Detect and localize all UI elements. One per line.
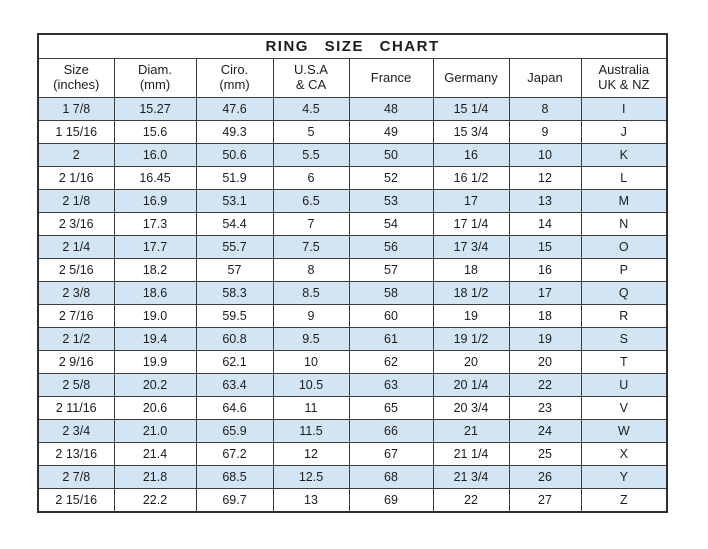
table-cell: 16 bbox=[509, 259, 581, 282]
table-cell: 63 bbox=[349, 374, 433, 397]
table-row bbox=[38, 167, 667, 190]
table-cell: 48 bbox=[349, 98, 433, 121]
table-cell: 15 3/4 bbox=[433, 121, 509, 144]
table-cell: 7 bbox=[273, 213, 349, 236]
table-row bbox=[38, 351, 667, 374]
table-cell: N bbox=[581, 213, 667, 236]
table-row bbox=[38, 98, 667, 121]
table-cell: 19.9 bbox=[114, 351, 196, 374]
table-cell: 59.5 bbox=[196, 305, 273, 328]
column-header-row bbox=[38, 59, 667, 98]
table-row bbox=[38, 374, 667, 397]
column-header-u-s-a: U.S.A & CA bbox=[273, 59, 349, 98]
table-cell: 2 9/16 bbox=[38, 351, 114, 374]
table-row bbox=[38, 190, 667, 213]
table-cell: 55.7 bbox=[196, 236, 273, 259]
table-cell: 2 3/4 bbox=[38, 420, 114, 443]
table-cell: 53 bbox=[349, 190, 433, 213]
table-cell: 53.1 bbox=[196, 190, 273, 213]
table-cell: T bbox=[581, 351, 667, 374]
table-cell: 15 1/4 bbox=[433, 98, 509, 121]
table-cell: 2 1/4 bbox=[38, 236, 114, 259]
table-cell: 18 bbox=[433, 259, 509, 282]
table-cell: 2 3/16 bbox=[38, 213, 114, 236]
table-cell: 9 bbox=[273, 305, 349, 328]
table-cell: 22 bbox=[509, 374, 581, 397]
table-cell: 12 bbox=[509, 167, 581, 190]
table-cell: 1 7/8 bbox=[38, 98, 114, 121]
table-cell: 61 bbox=[349, 328, 433, 351]
table-cell: 2 7/8 bbox=[38, 466, 114, 489]
table-cell: 63.4 bbox=[196, 374, 273, 397]
table-cell: 8.5 bbox=[273, 282, 349, 305]
table-cell: 19 1/2 bbox=[433, 328, 509, 351]
table-cell: 69 bbox=[349, 489, 433, 513]
ring-size-chart bbox=[37, 33, 668, 513]
table-row bbox=[38, 443, 667, 466]
title-row bbox=[38, 34, 667, 59]
table-row bbox=[38, 213, 667, 236]
table-cell: V bbox=[581, 397, 667, 420]
table-cell: 16.45 bbox=[114, 167, 196, 190]
table-cell: 17 1/4 bbox=[433, 213, 509, 236]
table-cell: 60.8 bbox=[196, 328, 273, 351]
table-cell: 57 bbox=[349, 259, 433, 282]
table-cell: 18.6 bbox=[114, 282, 196, 305]
table-cell: 14 bbox=[509, 213, 581, 236]
column-header-diam: Diam. (mm) bbox=[114, 59, 196, 98]
table-cell: 5 bbox=[273, 121, 349, 144]
table-cell: 2 3/8 bbox=[38, 282, 114, 305]
table-cell: 18 1/2 bbox=[433, 282, 509, 305]
table-cell: 18.2 bbox=[114, 259, 196, 282]
table-cell: 60 bbox=[349, 305, 433, 328]
table-cell: 22 bbox=[433, 489, 509, 513]
table-cell: 21 1/4 bbox=[433, 443, 509, 466]
table-cell: 57 bbox=[196, 259, 273, 282]
table-cell: 20 3/4 bbox=[433, 397, 509, 420]
table-cell: 58.3 bbox=[196, 282, 273, 305]
table-cell: 15.6 bbox=[114, 121, 196, 144]
table-cell: 68.5 bbox=[196, 466, 273, 489]
table-cell: 16.0 bbox=[114, 144, 196, 167]
table-cell: 62 bbox=[349, 351, 433, 374]
table-cell: 2 1/16 bbox=[38, 167, 114, 190]
table-cell: 23 bbox=[509, 397, 581, 420]
table-cell: 19.0 bbox=[114, 305, 196, 328]
table-cell: 9 bbox=[509, 121, 581, 144]
table-cell: O bbox=[581, 236, 667, 259]
table-cell: 6 bbox=[273, 167, 349, 190]
column-header-japan: Japan bbox=[509, 59, 581, 98]
table-cell: 17.7 bbox=[114, 236, 196, 259]
table-cell: 2 bbox=[38, 144, 114, 167]
column-header-size: Size (inches) bbox=[38, 59, 114, 98]
table-cell: 16 1/2 bbox=[433, 167, 509, 190]
table-cell: 13 bbox=[273, 489, 349, 513]
table-cell: 4.5 bbox=[273, 98, 349, 121]
table-cell: P bbox=[581, 259, 667, 282]
table-cell: 12 bbox=[273, 443, 349, 466]
table-cell: 20.6 bbox=[114, 397, 196, 420]
table-cell: 25 bbox=[509, 443, 581, 466]
table-cell: 65 bbox=[349, 397, 433, 420]
table-cell: 20 1/4 bbox=[433, 374, 509, 397]
table-cell: 2 1/2 bbox=[38, 328, 114, 351]
table-cell: 26 bbox=[509, 466, 581, 489]
table-cell: 2 15/16 bbox=[38, 489, 114, 513]
table-cell: 11 bbox=[273, 397, 349, 420]
table-cell: Q bbox=[581, 282, 667, 305]
chart-title: RING SIZE CHART bbox=[38, 34, 667, 59]
table-cell: 54.4 bbox=[196, 213, 273, 236]
table-cell: 16.9 bbox=[114, 190, 196, 213]
table-cell: X bbox=[581, 443, 667, 466]
table-cell: 17 3/4 bbox=[433, 236, 509, 259]
table-cell: 24 bbox=[509, 420, 581, 443]
table-cell: 16 bbox=[433, 144, 509, 167]
table-cell: 11.5 bbox=[273, 420, 349, 443]
table-cell: 51.9 bbox=[196, 167, 273, 190]
table-row bbox=[38, 489, 667, 513]
table-cell: 56 bbox=[349, 236, 433, 259]
table-cell: 21.0 bbox=[114, 420, 196, 443]
table-row bbox=[38, 259, 667, 282]
table-row bbox=[38, 420, 667, 443]
table-cell: 8 bbox=[273, 259, 349, 282]
table-cell: M bbox=[581, 190, 667, 213]
table-cell: Y bbox=[581, 466, 667, 489]
table-cell: 20 bbox=[509, 351, 581, 374]
table-row bbox=[38, 144, 667, 167]
table-row bbox=[38, 466, 667, 489]
table-cell: 5.5 bbox=[273, 144, 349, 167]
column-header-australia: Australia UK & NZ bbox=[581, 59, 667, 98]
table-cell: 13 bbox=[509, 190, 581, 213]
table-cell: K bbox=[581, 144, 667, 167]
table-cell: 22.2 bbox=[114, 489, 196, 513]
table-cell: 6.5 bbox=[273, 190, 349, 213]
table-row bbox=[38, 305, 667, 328]
table-cell: 10 bbox=[273, 351, 349, 374]
table-cell: 21.8 bbox=[114, 466, 196, 489]
table-cell: 65.9 bbox=[196, 420, 273, 443]
column-header-france: France bbox=[349, 59, 433, 98]
table-cell: 10.5 bbox=[273, 374, 349, 397]
table-cell: 67.2 bbox=[196, 443, 273, 466]
table-cell: 21 bbox=[433, 420, 509, 443]
table-cell: 20 bbox=[433, 351, 509, 374]
table-cell: 12.5 bbox=[273, 466, 349, 489]
table-cell: 2 11/16 bbox=[38, 397, 114, 420]
table-cell: 10 bbox=[509, 144, 581, 167]
table-cell: 50.6 bbox=[196, 144, 273, 167]
table-cell: J bbox=[581, 121, 667, 144]
table-cell: 9.5 bbox=[273, 328, 349, 351]
column-header-ciro: Ciro. (mm) bbox=[196, 59, 273, 98]
table-cell: 2 7/16 bbox=[38, 305, 114, 328]
table-row bbox=[38, 121, 667, 144]
table-cell: 69.7 bbox=[196, 489, 273, 513]
table-cell: 27 bbox=[509, 489, 581, 513]
table-cell: W bbox=[581, 420, 667, 443]
table-row bbox=[38, 236, 667, 259]
table-cell: 17 bbox=[509, 282, 581, 305]
table-cell: Z bbox=[581, 489, 667, 513]
table-cell: 17.3 bbox=[114, 213, 196, 236]
table-cell: 15.27 bbox=[114, 98, 196, 121]
table-body bbox=[38, 98, 667, 513]
table-cell: 15 bbox=[509, 236, 581, 259]
table-cell: 62.1 bbox=[196, 351, 273, 374]
table-cell: 68 bbox=[349, 466, 433, 489]
table-cell: 2 13/16 bbox=[38, 443, 114, 466]
table-row bbox=[38, 328, 667, 351]
table-cell: 50 bbox=[349, 144, 433, 167]
table-cell: 20.2 bbox=[114, 374, 196, 397]
table-cell: 18 bbox=[509, 305, 581, 328]
table-cell: 58 bbox=[349, 282, 433, 305]
ring-size-chart-table bbox=[37, 33, 668, 513]
table-cell: S bbox=[581, 328, 667, 351]
table-cell: 17 bbox=[433, 190, 509, 213]
table-cell: 19 bbox=[509, 328, 581, 351]
table-cell: 19.4 bbox=[114, 328, 196, 351]
table-cell: 1 15/16 bbox=[38, 121, 114, 144]
table-cell: 21.4 bbox=[114, 443, 196, 466]
table-cell: L bbox=[581, 167, 667, 190]
table-cell: 21 3/4 bbox=[433, 466, 509, 489]
table-cell: 2 1/8 bbox=[38, 190, 114, 213]
column-header-germany: Germany bbox=[433, 59, 509, 98]
table-row bbox=[38, 282, 667, 305]
table-cell: 49.3 bbox=[196, 121, 273, 144]
table-cell: 49 bbox=[349, 121, 433, 144]
table-cell: 64.6 bbox=[196, 397, 273, 420]
table-cell: 54 bbox=[349, 213, 433, 236]
table-cell: I bbox=[581, 98, 667, 121]
table-cell: 67 bbox=[349, 443, 433, 466]
table-cell: 2 5/16 bbox=[38, 259, 114, 282]
table-row bbox=[38, 397, 667, 420]
table-cell: 52 bbox=[349, 167, 433, 190]
table-cell: R bbox=[581, 305, 667, 328]
table-cell: 7.5 bbox=[273, 236, 349, 259]
table-cell: 8 bbox=[509, 98, 581, 121]
table-cell: 47.6 bbox=[196, 98, 273, 121]
table-cell: U bbox=[581, 374, 667, 397]
table-cell: 19 bbox=[433, 305, 509, 328]
table-cell: 2 5/8 bbox=[38, 374, 114, 397]
table-cell: 66 bbox=[349, 420, 433, 443]
